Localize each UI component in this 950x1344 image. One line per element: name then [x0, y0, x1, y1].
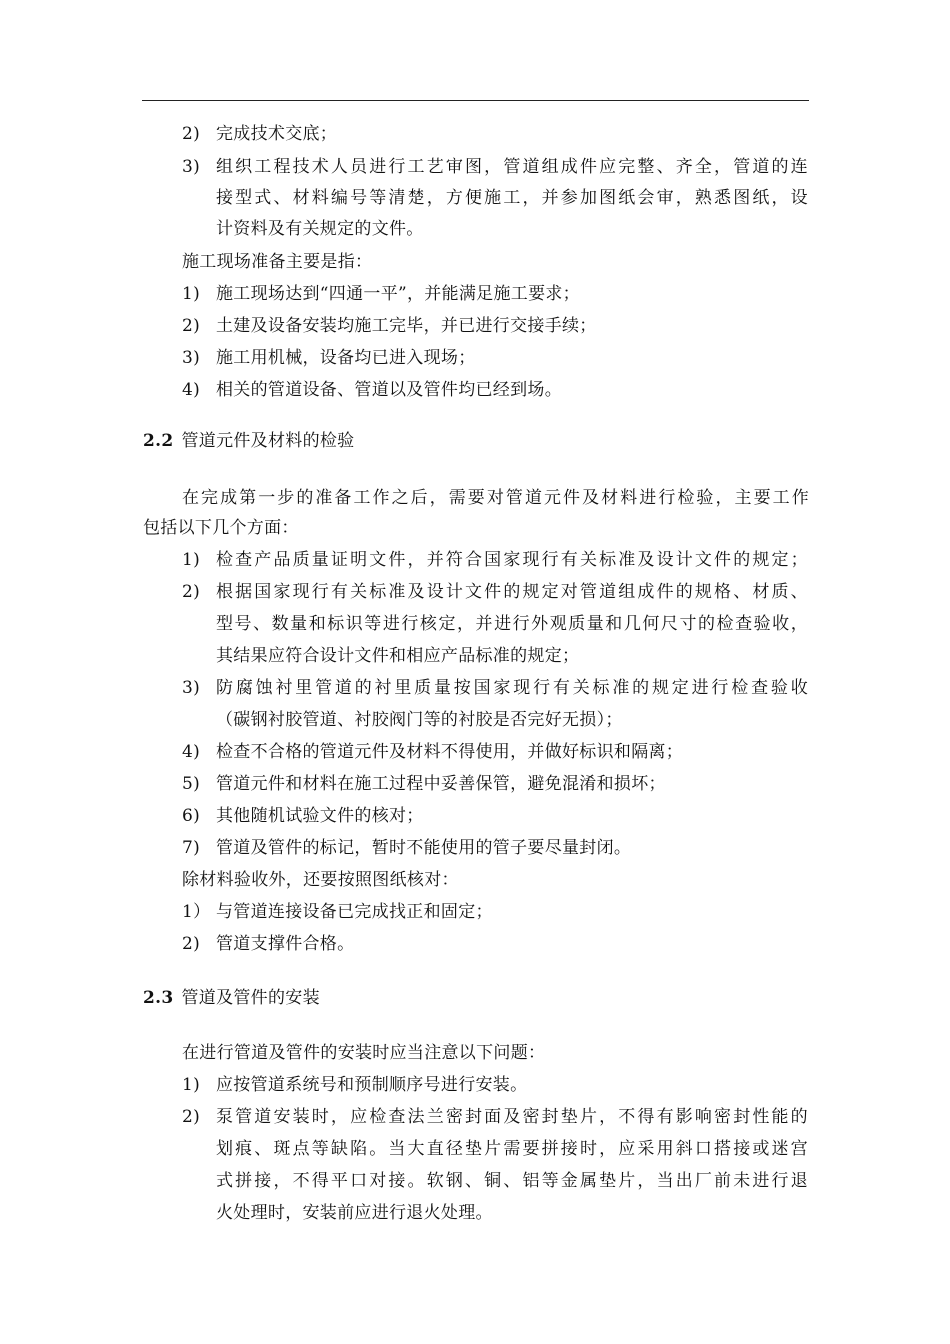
list-item-text: 检查产品质量证明文件，并符合国家现行有关标准及设计文件的规定； [216, 550, 808, 570]
list-item-text: 泵管道安装时，应检查法兰密封面及密封垫片，不得有影响密封性能的 [216, 1107, 808, 1127]
list-number: 1) [182, 550, 201, 570]
list-item-text: 根据国家现行有关标准及设计文件的规定对管道组成件的规格、材质、 [216, 582, 808, 602]
list-item-text: 接型式、材料编号等清楚，方便施工，并参加图纸会审，熟悉图纸，设 [216, 188, 808, 208]
section-title: 管道及管件的安装 [181, 988, 320, 1008]
list-item-text: 完成技术交底； [216, 124, 338, 144]
list-number: 2) [182, 124, 201, 144]
list-item-text: 检查不合格的管道元件及材料不得使用，并做好标识和隔离； [216, 742, 684, 762]
list-item-text: （碳钢衬胶管道、衬胶阀门等的衬胶是否完好无损）； [216, 710, 623, 730]
list-number: 1） [182, 902, 211, 922]
list-number: 2) [182, 934, 201, 954]
list-number: 4) [182, 380, 201, 400]
list-item-text: 其结果应符合设计文件和相应产品标准的规定； [216, 646, 580, 666]
paragraph-text: 包括以下几个方面： [143, 518, 299, 538]
paragraph-text: 在进行管道及管件的安装时应当注意以下问题： [182, 1043, 546, 1063]
list-number: 2) [182, 582, 201, 602]
list-item-text: 划痕、斑点等缺陷。当大直径垫片需要拼接时，应采用斜口搭接或迷宫 [216, 1139, 808, 1159]
list-number: 6) [182, 806, 201, 826]
section-number: 2.3 [143, 988, 174, 1008]
list-number: 2) [182, 1107, 201, 1127]
section-number: 2.2 [143, 431, 174, 451]
list-item-text: 施工现场达到“四通一平”，并能满足施工要求； [216, 284, 580, 304]
list-item-text: 管道及管件的标记，暂时不能使用的管子要尽量封闭。 [216, 838, 632, 858]
section-heading [143, 431, 354, 451]
list-number: 5) [182, 774, 201, 794]
list-number: 7) [182, 838, 201, 858]
list-item-text: 防腐蚀衬里管道的衬里质量按国家现行有关标准的规定进行检查验收 [216, 678, 808, 698]
list-item-text: 火处理时，安装前应进行退火处理。 [216, 1203, 493, 1223]
list-item-text: 与管道连接设备已完成找正和固定； [216, 902, 493, 922]
list-item-text: 式拼接，不得平口对接。软钢、铜、铝等金属垫片，当出厂前未进行退 [216, 1171, 808, 1191]
list-number: 2) [182, 316, 201, 336]
list-number: 1) [182, 284, 201, 304]
header-rule [142, 100, 809, 101]
list-number: 3) [182, 348, 201, 368]
list-number: 3) [182, 678, 201, 698]
paragraph-text: 除材料验收外，还要按照图纸核对： [182, 870, 459, 890]
paragraph-text: 在完成第一步的准备工作之后，需要对管道元件及材料进行检验，主要工作 [182, 488, 809, 508]
list-item-text: 应按管道系统号和预制顺序号进行安装。 [216, 1075, 528, 1095]
paragraph-text: 施工现场准备主要是指： [182, 252, 373, 272]
list-item-text: 相关的管道设备、管道以及管件均已经到场。 [216, 380, 562, 400]
list-item-text: 土建及设备安装均施工完毕，并已进行交接手续； [216, 316, 597, 336]
list-item-text: 管道元件和材料在施工过程中妥善保管，避免混淆和损坏； [216, 774, 666, 794]
list-number: 4) [182, 742, 201, 762]
list-item-text: 管道支撑件合格。 [216, 934, 355, 954]
list-item-text: 施工用机械，设备均已进入现场； [216, 348, 476, 368]
list-item-text: 型号、数量和标识等进行核定，并进行外观质量和几何尺寸的检查验收， [216, 614, 808, 634]
list-item-text: 其他随机试验文件的核对； [216, 806, 424, 826]
list-item-text: 组织工程技术人员进行工艺审图，管道组成件应完整、齐全，管道的连 [216, 157, 808, 177]
list-number: 3) [182, 157, 201, 177]
list-number: 1) [182, 1075, 201, 1095]
list-item-text: 计资料及有关规定的文件。 [216, 219, 424, 239]
section-title: 管道元件及材料的检验 [181, 431, 355, 451]
section-heading [143, 988, 320, 1008]
